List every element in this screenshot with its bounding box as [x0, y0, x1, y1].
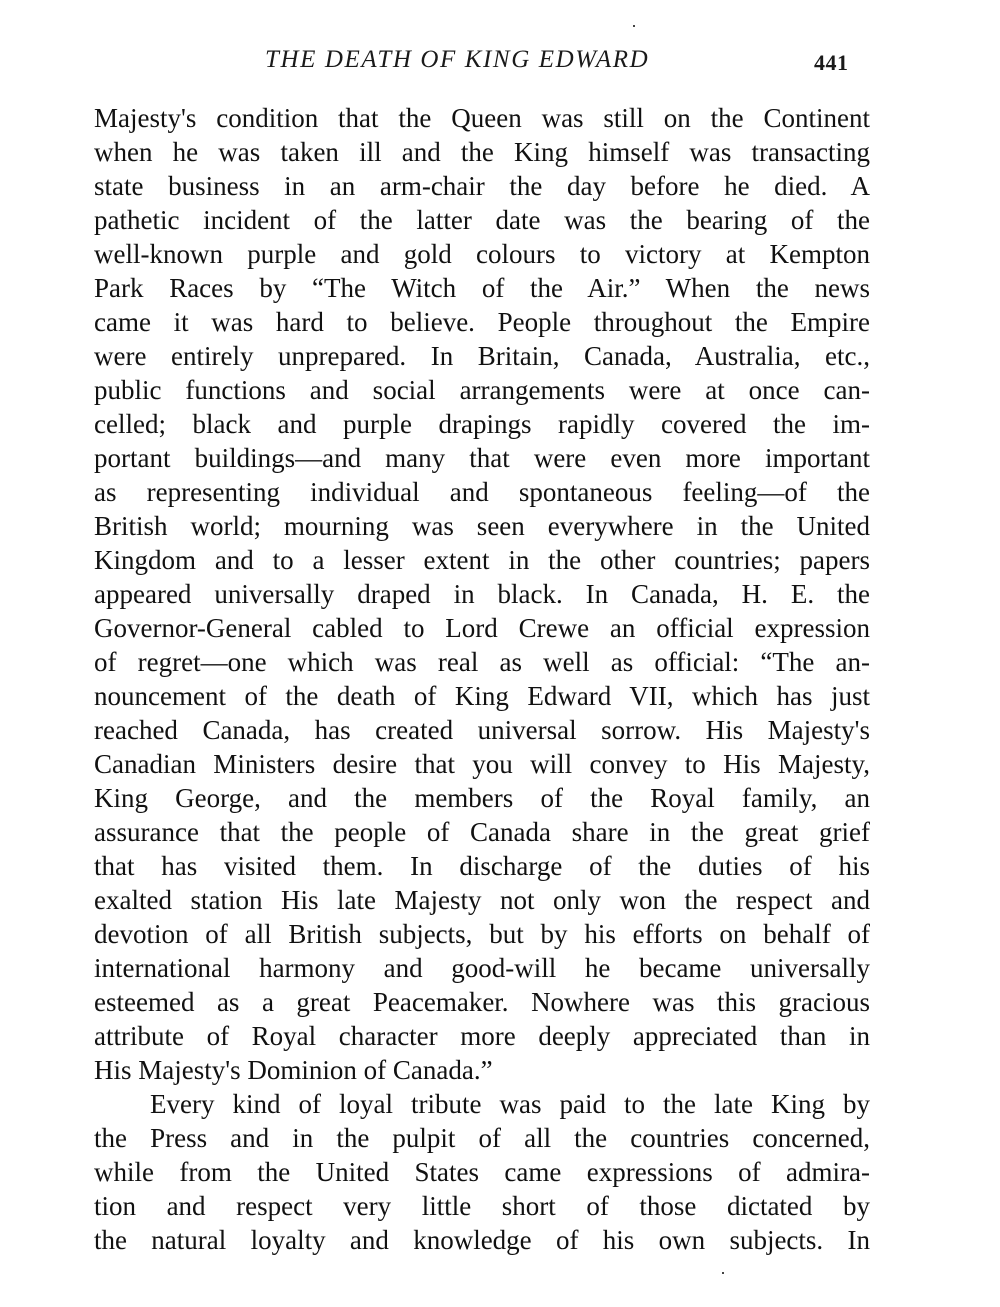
text-line: Governor-General cabled to Lord Crewe an official expression	[94, 613, 870, 643]
text-line: the Press and in the pulpit of all the countries concerned,	[94, 1123, 870, 1153]
text-line: public functions and social arrangements were at once can-	[94, 375, 870, 405]
text-line: came it was hard to believe. People throughout the Empire	[94, 307, 870, 337]
text-line: Majesty's condition that the Queen was still on the Continent	[94, 103, 870, 133]
text-line: the natural loyalty and knowledge of his own subjects. In	[94, 1225, 870, 1255]
text-line: assurance that the people of Canada share in the great grief	[94, 817, 870, 847]
text-line: international harmony and good-will he became universally	[94, 953, 870, 983]
scan-speck	[633, 25, 635, 27]
body-text	[94, 101, 870, 1257]
scan-speck	[722, 1272, 724, 1274]
text-line: British world; mourning was seen everywhere in the United	[94, 511, 870, 541]
text-line: were entirely unprepared. In Britain, Canada, Australia, etc.,	[94, 341, 870, 371]
text-line: of regret—one which was real as well as official: “The an-	[94, 647, 870, 677]
text-line: devotion of all British subjects, but by his efforts on behalf of	[94, 919, 870, 949]
text-line: celled; black and purple drapings rapidly covered the im-	[94, 409, 870, 439]
text-line: that has visited them. In discharge of the duties of his	[94, 851, 870, 881]
page-number: 441	[814, 50, 849, 75]
text-line: appeared universally draped in black. In Canada, H. E. the	[94, 579, 870, 609]
text-line: as representing individual and spontaneous feeling—of the	[94, 477, 870, 507]
text-line: portant buildings—and many that were even more important	[94, 443, 870, 473]
text-line: when he was taken ill and the King himself was transacting	[94, 137, 870, 167]
text-line: Park Races by “The Witch of the Air.” When the news	[94, 273, 870, 303]
text-line: reached Canada, has created universal sorrow. His Majesty's	[94, 715, 870, 745]
text-line: attribute of Royal character more deeply appreciated than in	[94, 1021, 870, 1051]
text-line: while from the United States came expressions of admira-	[94, 1157, 870, 1187]
paragraph-start-line: Every kind of loyal tribute was paid to the late King by	[150, 1089, 870, 1119]
text-line: state business in an arm-chair the day before he died. A	[94, 171, 870, 201]
text-line: King George, and the members of the Royal family, an	[94, 783, 870, 813]
text-line: nouncement of the death of King Edward VII, which has just	[94, 681, 870, 711]
paragraph-end-line: His Majesty's Dominion of Canada.”	[94, 1055, 493, 1085]
text-line: well-known purple and gold colours to victory at Kempton	[94, 239, 870, 269]
text-line: Canadian Ministers desire that you will convey to His Majesty,	[94, 749, 870, 779]
text-line: exalted station His late Majesty not only won the respect and	[94, 885, 870, 915]
text-line: pathetic incident of the latter date was the bearing of the	[94, 205, 870, 235]
running-head-title: THE DEATH OF KING EDWARD	[265, 46, 650, 73]
text-line: esteemed as a great Peacemaker. Nowhere was this gracious	[94, 987, 870, 1017]
text-line: Kingdom and to a lesser extent in the other countries; papers	[94, 545, 870, 575]
text-line: tion and respect very little short of those dictated by	[94, 1191, 870, 1221]
